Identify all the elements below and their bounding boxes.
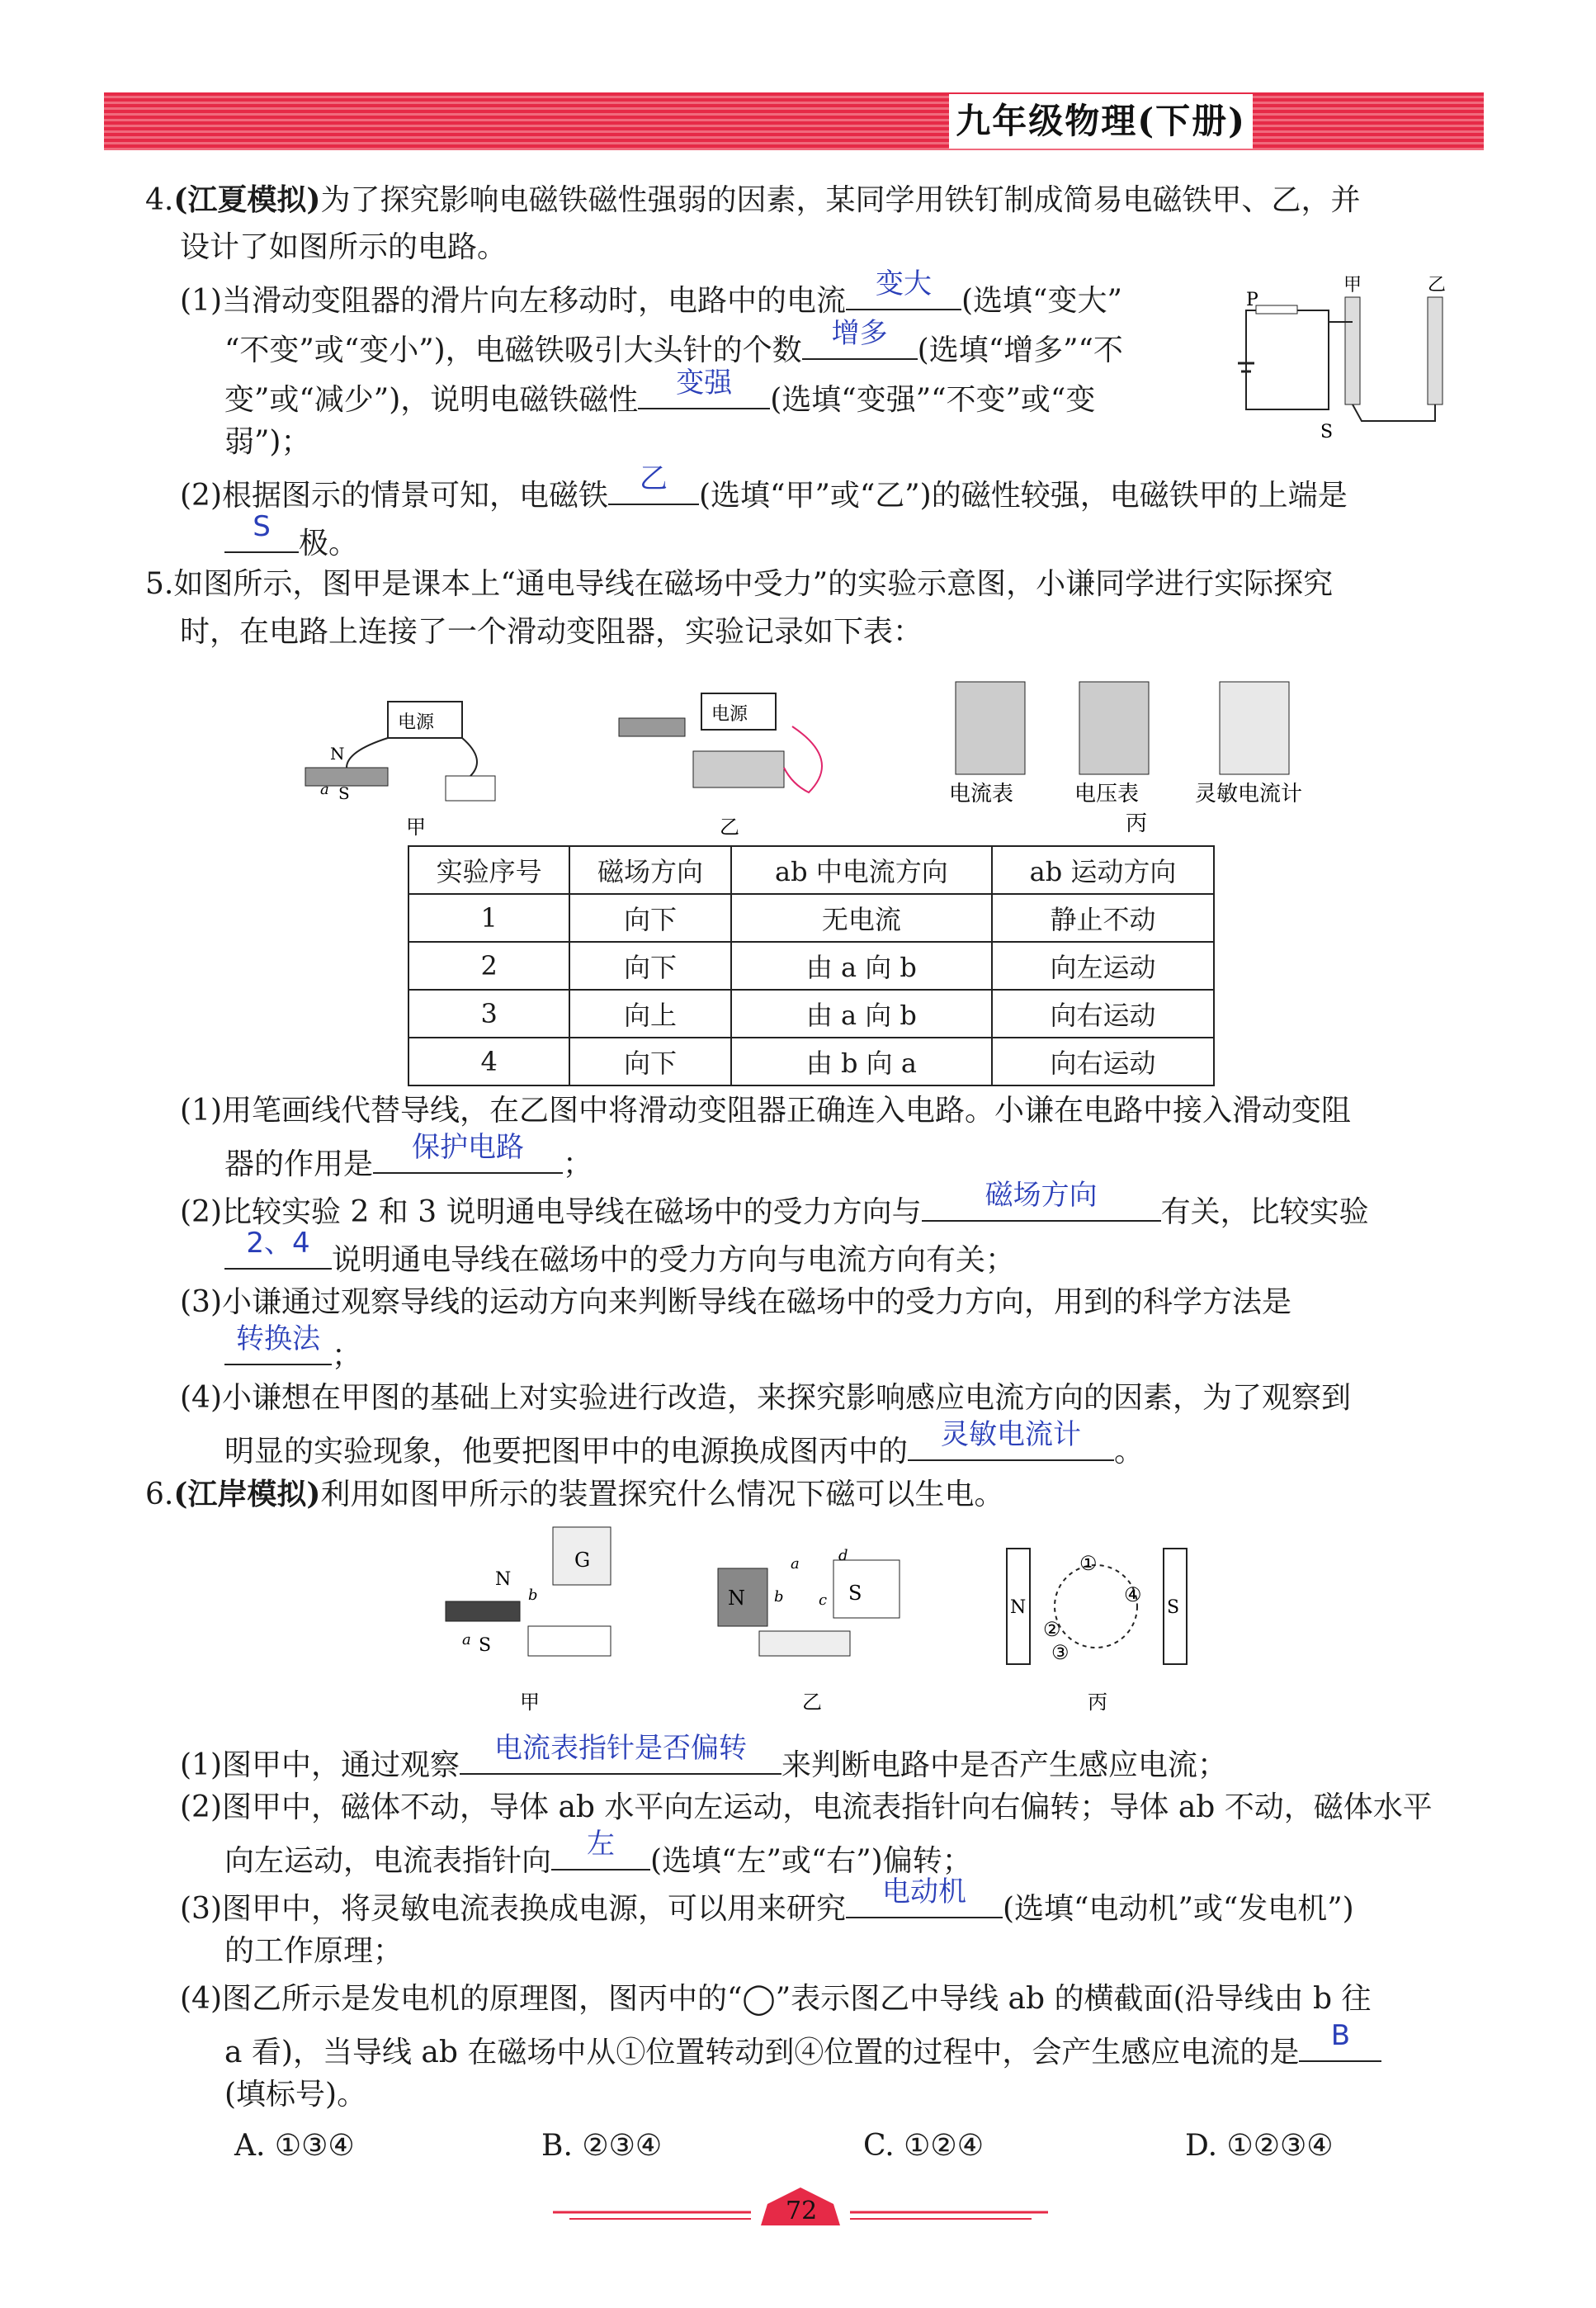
q6-bing-s-label: S [1167, 1597, 1180, 1618]
q5-bing-caption: 丙 [1126, 811, 1148, 836]
q6-bing-pos4: ④ [1124, 1583, 1142, 1606]
q5-p3-line2: 转换法 ； [224, 1331, 361, 1376]
q6-p4-line3: (填标号)。 [224, 2078, 367, 2112]
q5-jia-s-label: S [338, 783, 350, 803]
q4-p2-line2: S 极。 [224, 518, 358, 564]
table-cell: 向下 [569, 894, 730, 942]
q4-fig-label-s: S [1320, 422, 1334, 442]
page-header [104, 92, 1484, 150]
q6-figure-bing [999, 1544, 1197, 1717]
q6-bing-pos2: ② [1043, 1618, 1061, 1641]
q5-stem-line2: 时，在电路上连接了一个滑动变阻器，实验记录如下表： [180, 615, 923, 649]
table-cell: 无电流 [731, 894, 992, 942]
table-header: ab 中电流方向 [731, 846, 992, 894]
q4-stem-line2: 设计了如图所示的电路。 [180, 230, 508, 264]
q4-fig-label-p: P [1246, 290, 1258, 310]
q6-yi-c-label: c [819, 1591, 828, 1609]
q4-p1-line4: 弱”)； [224, 425, 311, 459]
q4-fig-label-yi: 乙 [1428, 275, 1447, 296]
q6-bing-n-label: N [1010, 1597, 1027, 1618]
q6-jia-n-label: N [495, 1569, 512, 1590]
table-cell: 2 [408, 942, 569, 990]
q5-blank-3[interactable]: 2、4 [224, 1235, 332, 1270]
q6-blank-3[interactable]: 电动机 [846, 1884, 1003, 1918]
q6-p3-line1: (3)图甲中，将灵敏电流表换成电源，可以用来研究 电动机 (选填“电动机”或“发电机”) [180, 1875, 1354, 1926]
q6-yi-s-label: S [848, 1582, 862, 1605]
table-cell: 向下 [569, 942, 730, 990]
q5-figure-jia [297, 677, 528, 842]
q4-blank-1[interactable]: 变大 [846, 276, 961, 310]
q6-blank-2[interactable]: 左 [551, 1836, 650, 1871]
q5-yi-power-label: 电源 [711, 704, 748, 725]
q6-option-b[interactable]: B. ②③④ [541, 2129, 663, 2163]
q5-p2-line2: 2、4 说明通电导线在磁场中的受力方向与电流方向有关； [224, 1235, 1015, 1280]
q6-yi-b-label: b [774, 1588, 784, 1606]
q4-p1-line1: (1)当滑动变阻器的滑片向左移动时，电路中的电流 变大 (选填“变大” [180, 267, 1122, 318]
q6-yi-d-label: d [838, 1547, 848, 1564]
header-stripe [104, 92, 1484, 150]
q6-blank-1[interactable]: 电流表指针是否偏转 [460, 1740, 781, 1775]
q5-jia-n-label: N [330, 744, 345, 764]
voltmeter-caption: 电压表 [1074, 782, 1140, 806]
q6-option-d[interactable]: D. ①②③④ [1185, 2129, 1334, 2163]
table-cell: 向上 [569, 990, 730, 1038]
q5-jia-caption: 甲 [406, 816, 426, 839]
table-cell: 由 a 向 b [731, 942, 992, 990]
q6-p2-line1: (2)图甲中，磁体不动，导体 ab 水平向左运动，电流表指针向右偏转；导体 ab 不动，磁体水平 [180, 1790, 1433, 1824]
galvanometer-caption: 灵敏电流计 [1195, 782, 1303, 806]
q4-blank-3[interactable]: 变强 [638, 375, 770, 409]
table-header-row [408, 846, 1214, 894]
q5-figure-bing [949, 677, 1329, 842]
q4-p1-line2: “不变”或“变小”)，电磁铁吸引大头针的个数 增多 (选填“增多”“不 [224, 317, 1123, 367]
table-cell: 向下 [569, 1038, 730, 1085]
table-cell: 向左运动 [992, 942, 1214, 990]
page-footer [545, 2163, 1056, 2237]
q6-yi-caption: 乙 [802, 1691, 822, 1714]
q4-blank-2[interactable]: 增多 [802, 325, 918, 360]
table-row [408, 990, 1214, 1038]
q4-fig-label-jia: 甲 [1343, 275, 1362, 296]
q6-stem: 6.(江岸模拟)利用如图甲所示的装置探究什么情况下磁可以生电。 [145, 1477, 1004, 1511]
q5-p4-line2: 明显的实验现象，他要把图甲中的电源换成图丙中的 灵敏电流计 。 [224, 1418, 1145, 1469]
q6-bing-pos3: ③ [1051, 1641, 1070, 1664]
q4-blank-4[interactable]: 乙 [608, 471, 699, 505]
q6-yi-a-label: a [791, 1555, 800, 1573]
q5-blank-1[interactable]: 保护电路 [373, 1139, 563, 1174]
q6-p1: (1)图甲中，通过观察 电流表指针是否偏转 来判断电路中是否产生感应电流； [180, 1732, 1228, 1782]
q4-p2-line1: (2)根据图示的情景可知，电磁铁 乙 (选填“甲”或“乙”)的磁性较强，电磁铁甲的上端是 [180, 462, 1348, 513]
q5-figure-yi [611, 669, 858, 842]
q6-blank-4[interactable]: B [1299, 2027, 1381, 2062]
q6-p4-line2: a 看)，当导线 ab 在磁场中从①位置转动到④位置的过程中，会产生感应电流的是 B [224, 2027, 1381, 2073]
q6-jia-b-label: b [528, 1587, 538, 1604]
table-row [408, 1038, 1214, 1085]
q5-yi-caption: 乙 [720, 816, 739, 839]
q6-bing-pos1: ① [1079, 1552, 1098, 1575]
q5-blank-5[interactable]: 灵敏电流计 [908, 1426, 1114, 1461]
q4-stem-line1: 4.(江夏模拟)为了探究影响电磁铁磁性强弱的因素，某同学用铁钉制成简易电磁铁甲、乙，并 [145, 182, 1361, 217]
q5-blank-2[interactable]: 磁场方向 [922, 1187, 1161, 1222]
table-cell: 由 b 向 a [731, 1038, 992, 1085]
header-title: 九年级物理(下册) [949, 94, 1253, 149]
q6-figure-yi [710, 1519, 924, 1717]
page-number: 72 [786, 2197, 818, 2225]
table-header: ab 运动方向 [992, 846, 1214, 894]
q5-blank-4[interactable]: 转换法 [224, 1331, 332, 1365]
table-cell: 3 [408, 990, 569, 1038]
table-row [408, 894, 1214, 942]
q5-p1-line1: (1)用笔画线代替导线，在乙图中将滑动变阻器正确连入电路。小谦在电路中接入滑动变阻 [180, 1094, 1351, 1128]
q5-record-table [408, 845, 1215, 1086]
q6-bing-caption: 丙 [1088, 1691, 1107, 1714]
q6-jia-g-label: G [574, 1549, 591, 1572]
q6-jia-a-label: a [462, 1631, 471, 1648]
table-cell: 1 [408, 894, 569, 942]
q5-p1-line2: 器的作用是 保护电路 ； [224, 1131, 593, 1181]
q6-jia-caption: 甲 [520, 1691, 540, 1714]
ammeter-caption: 电流表 [949, 782, 1014, 806]
table-cell: 向右运动 [992, 1038, 1214, 1085]
table-row [408, 942, 1214, 990]
table-header: 实验序号 [408, 846, 569, 894]
q4-blank-5[interactable]: S [224, 518, 299, 553]
q4-circuit-figure [1230, 272, 1477, 446]
q6-option-c[interactable]: C. ①②④ [863, 2129, 984, 2163]
q5-p3-line1: (3)小谦通过观察导线的运动方向来判断导线在磁场中的受力方向，用到的科学方法是 [180, 1285, 1291, 1319]
table-cell: 由 a 向 b [731, 990, 992, 1038]
table-cell: 4 [408, 1038, 569, 1085]
q5-stem-line1: 5.如图所示，图甲是课本上“通电导线在磁场中受力”的实验示意图，小谦同学进行实际探究 [145, 567, 1334, 601]
table-cell: 静止不动 [992, 894, 1214, 942]
q6-p2-line2: 向左运动，电流表指针向 左 (选填“左”或“右”)偏转； [224, 1828, 972, 1878]
q6-figure-jia [437, 1519, 627, 1717]
q5-jia-a-label: a [320, 781, 329, 798]
q6-yi-n-label: N [728, 1587, 745, 1610]
q6-option-a[interactable]: A. ①③④ [234, 2129, 355, 2163]
q5-p2-line1: (2)比较实验 2 和 3 说明通电导线在磁场中的受力方向与 磁场方向 有关，比较实验 [180, 1179, 1369, 1229]
table-header: 磁场方向 [569, 846, 730, 894]
table-cell: 向右运动 [992, 990, 1214, 1038]
q5-jia-power-label: 电源 [398, 712, 435, 733]
q5-p4-line1: (4)小谦想在甲图的基础上对实验进行改造，来探究影响感应电流方向的因素，为了观察到 [180, 1381, 1351, 1415]
q4-p1-line3: 变”或“减少”)，说明电磁铁磁性 变强 (选填“变强”“不变”或“变 [224, 367, 1096, 417]
q6-jia-s-label: S [479, 1635, 492, 1656]
q6-p3-line2: 的工作原理； [224, 1934, 404, 1968]
q6-p4-line1: (4)图乙所示是发电机的原理图，图丙中的“◯”表示图乙中导线 ab 的横截面(沿导线由 b 往 [180, 1982, 1372, 2016]
